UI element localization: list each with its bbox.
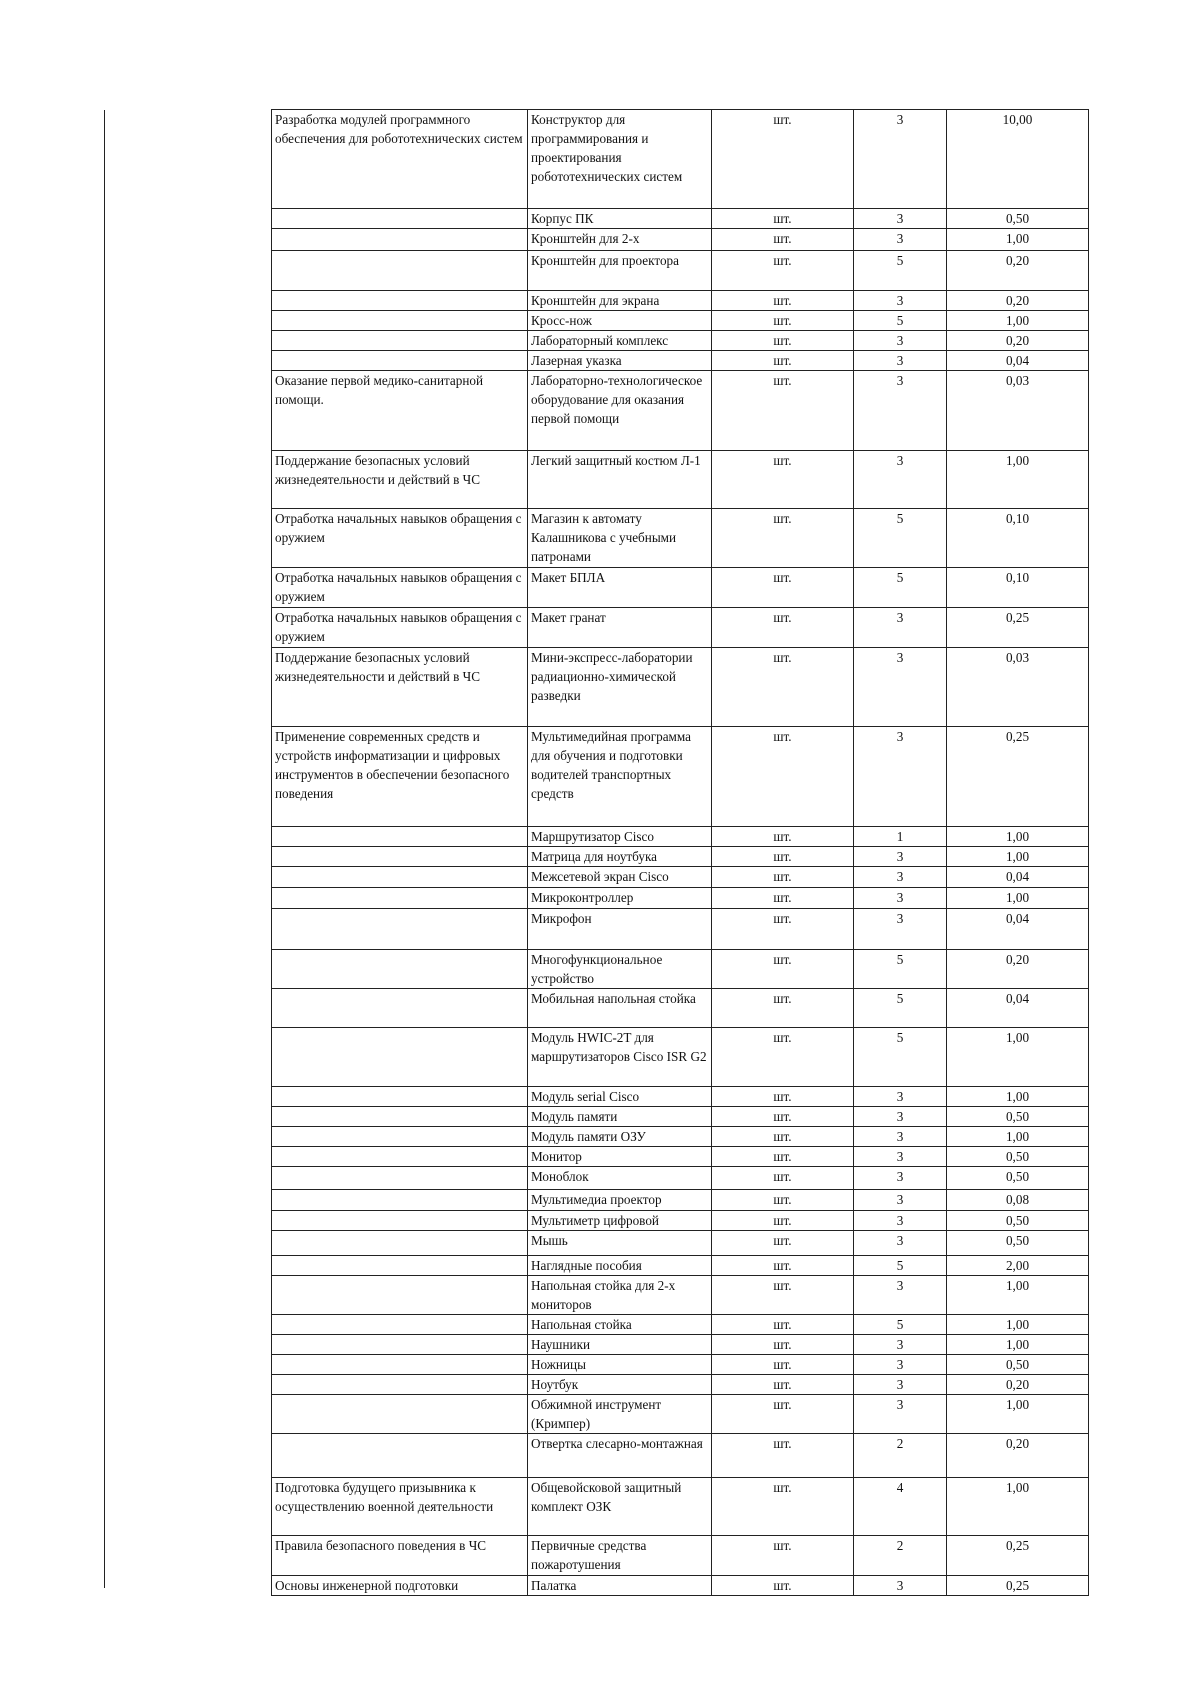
quantity-cell: 3 — [854, 1167, 947, 1190]
value-cell: 1,00 — [947, 1028, 1089, 1087]
unit-cell: шт. — [712, 568, 854, 608]
quantity-cell: 5 — [854, 1028, 947, 1087]
quantity-cell: 3 — [854, 867, 947, 888]
unit-cell: шт. — [712, 509, 854, 568]
table-row — [272, 209, 1089, 229]
unit-cell: шт. — [712, 1256, 854, 1276]
item-name-cell: Мультиметр цифровой — [528, 1211, 712, 1231]
item-name-cell: Модуль памяти ОЗУ — [528, 1127, 712, 1147]
section-cell — [272, 827, 528, 847]
unit-cell: шт. — [712, 867, 854, 888]
item-name-cell: Мультимедиа проектор — [528, 1190, 712, 1211]
unit-cell: шт. — [712, 251, 854, 291]
item-name-cell: Магазин к автомату Калашникова с учебными патронами — [528, 509, 712, 568]
table-row — [272, 311, 1089, 331]
section-cell: Поддержание безопасных условий жизнедеятельности и действий в ЧС — [272, 648, 528, 727]
table-row — [272, 110, 1089, 209]
table-row — [272, 1127, 1089, 1147]
quantity-cell: 4 — [854, 1478, 947, 1536]
unit-cell: шт. — [712, 1576, 854, 1596]
quantity-cell: 3 — [854, 1395, 947, 1434]
item-name-cell: Напольная стойка для 2-х мониторов — [528, 1276, 712, 1315]
item-name-cell: Мини-экспресс-лаборатории радиационно-химической разведки — [528, 648, 712, 727]
item-name-cell: Межсетевой экран Cisco — [528, 867, 712, 888]
unit-cell: шт. — [712, 648, 854, 727]
section-cell — [272, 1375, 528, 1395]
table-row — [272, 1315, 1089, 1335]
quantity-cell: 3 — [854, 727, 947, 827]
section-cell — [272, 1434, 528, 1478]
item-name-cell: Мышь — [528, 1231, 712, 1256]
value-cell: 1,00 — [947, 311, 1089, 331]
quantity-cell: 3 — [854, 1087, 947, 1107]
unit-cell: шт. — [712, 827, 854, 847]
quantity-cell: 3 — [854, 1147, 947, 1167]
value-cell: 0,04 — [947, 989, 1089, 1028]
quantity-cell: 5 — [854, 509, 947, 568]
unit-cell: шт. — [712, 1087, 854, 1107]
quantity-cell: 3 — [854, 351, 947, 371]
quantity-cell: 3 — [854, 1276, 947, 1315]
table-row — [272, 1395, 1089, 1434]
section-cell — [272, 909, 528, 950]
unit-cell: шт. — [712, 351, 854, 371]
unit-cell: шт. — [712, 1167, 854, 1190]
unit-cell: шт. — [712, 1335, 854, 1355]
unit-cell: шт. — [712, 209, 854, 229]
value-cell: 1,00 — [947, 1127, 1089, 1147]
unit-cell: шт. — [712, 727, 854, 827]
quantity-cell: 5 — [854, 1315, 947, 1335]
value-cell: 1,00 — [947, 827, 1089, 847]
quantity-cell: 5 — [854, 1256, 947, 1276]
item-name-cell: Легкий защитный костюм Л-1 — [528, 451, 712, 509]
table-row — [272, 1107, 1089, 1127]
unit-cell: шт. — [712, 989, 854, 1028]
section-cell — [272, 1167, 528, 1190]
unit-cell: шт. — [712, 888, 854, 909]
table-row — [272, 371, 1089, 451]
quantity-cell: 3 — [854, 909, 947, 950]
section-cell — [272, 1107, 528, 1127]
section-cell — [272, 867, 528, 888]
item-name-cell: Многофункциональное устройство — [528, 950, 712, 989]
unit-cell: шт. — [712, 311, 854, 331]
quantity-cell: 3 — [854, 451, 947, 509]
item-name-cell: Отвертка слесарно-монтажная — [528, 1434, 712, 1478]
table-row — [272, 847, 1089, 867]
value-cell: 0,04 — [947, 351, 1089, 371]
unit-cell: шт. — [712, 331, 854, 351]
table-row — [272, 648, 1089, 727]
item-name-cell: Маршрутизатор Cisco — [528, 827, 712, 847]
table-row — [272, 351, 1089, 371]
table-row — [272, 1256, 1089, 1276]
unit-cell: шт. — [712, 1147, 854, 1167]
item-name-cell: Кронштейн для экрана — [528, 291, 712, 311]
value-cell: 1,00 — [947, 1087, 1089, 1107]
section-cell: Применение современных средств и устройств информатизации и цифровых инструментов в обеспечении безопасного поведения — [272, 727, 528, 827]
section-cell: Отработка начальных навыков обращения с оружием — [272, 608, 528, 648]
section-cell — [272, 229, 528, 251]
table-row — [272, 1576, 1089, 1596]
item-name-cell: Мультимедийная программа для обучения и подготовки водителей транспортных средств — [528, 727, 712, 827]
item-name-cell: Наушники — [528, 1335, 712, 1355]
item-name-cell: Палатка — [528, 1576, 712, 1596]
unit-cell: шт. — [712, 1434, 854, 1478]
unit-cell: шт. — [712, 1276, 854, 1315]
value-cell: 1,00 — [947, 1395, 1089, 1434]
quantity-cell: 2 — [854, 1536, 947, 1576]
table-row — [272, 568, 1089, 608]
table-row — [272, 509, 1089, 568]
item-name-cell: Макет гранат — [528, 608, 712, 648]
quantity-cell: 3 — [854, 648, 947, 727]
item-name-cell: Лазерная указка — [528, 351, 712, 371]
section-cell: Разработка модулей программного обеспечения для робототехнических систем — [272, 110, 528, 209]
quantity-cell: 3 — [854, 847, 947, 867]
section-cell — [272, 950, 528, 989]
table-row — [272, 1167, 1089, 1190]
table-row — [272, 608, 1089, 648]
unit-cell: шт. — [712, 291, 854, 311]
quantity-cell: 5 — [854, 989, 947, 1028]
value-cell: 0,20 — [947, 331, 1089, 351]
value-cell: 0,20 — [947, 950, 1089, 989]
table-row — [272, 451, 1089, 509]
table-row — [272, 1355, 1089, 1375]
unit-cell: шт. — [712, 847, 854, 867]
quantity-cell: 3 — [854, 608, 947, 648]
section-cell: Основы инженерной подготовки — [272, 1576, 528, 1596]
quantity-cell: 3 — [854, 1576, 947, 1596]
table-row — [272, 888, 1089, 909]
value-cell: 0,50 — [947, 1355, 1089, 1375]
quantity-cell: 3 — [854, 1231, 947, 1256]
section-cell: Отработка начальных навыков обращения с оружием — [272, 568, 528, 608]
section-cell — [272, 1395, 528, 1434]
section-cell: Оказание первой медико-санитарной помощи. — [272, 371, 528, 451]
unit-cell: шт. — [712, 1231, 854, 1256]
item-name-cell: Лабораторный комплекс — [528, 331, 712, 351]
value-cell: 10,00 — [947, 110, 1089, 209]
unit-cell: шт. — [712, 1478, 854, 1536]
value-cell: 0,08 — [947, 1190, 1089, 1211]
quantity-cell: 5 — [854, 251, 947, 291]
section-cell — [272, 1276, 528, 1315]
item-name-cell: Микроконтроллер — [528, 888, 712, 909]
value-cell: 0,10 — [947, 568, 1089, 608]
section-cell: Отработка начальных навыков обращения с оружием — [272, 509, 528, 568]
quantity-cell: 3 — [854, 1211, 947, 1231]
value-cell: 0,25 — [947, 1576, 1089, 1596]
table-row — [272, 229, 1089, 251]
item-name-cell: Лабораторно-технологическое оборудование для оказания первой помощи — [528, 371, 712, 451]
section-cell — [272, 1335, 528, 1355]
quantity-cell: 3 — [854, 331, 947, 351]
section-cell — [272, 251, 528, 291]
item-name-cell: Модуль HWIC-2T для маршрутизаторов Cisco ISR G2 — [528, 1028, 712, 1087]
value-cell: 1,00 — [947, 888, 1089, 909]
unit-cell: шт. — [712, 1211, 854, 1231]
section-cell — [272, 331, 528, 351]
value-cell: 0,04 — [947, 909, 1089, 950]
quantity-cell: 3 — [854, 888, 947, 909]
table-row — [272, 1028, 1089, 1087]
section-cell — [272, 1211, 528, 1231]
quantity-cell: 3 — [854, 1190, 947, 1211]
table-row — [272, 1335, 1089, 1355]
item-name-cell: Макет БПЛА — [528, 568, 712, 608]
section-cell: Поддержание безопасных условий жизнедеятельности и действий в ЧС — [272, 451, 528, 509]
section-cell: Подготовка будущего призывника к осуществлению военной деятельности — [272, 1478, 528, 1536]
item-name-cell: Общевойсковой защитный комплект ОЗК — [528, 1478, 712, 1536]
section-cell — [272, 209, 528, 229]
table-row — [272, 1211, 1089, 1231]
table-row — [272, 989, 1089, 1028]
section-cell — [272, 1231, 528, 1256]
value-cell: 1,00 — [947, 229, 1089, 251]
table-row — [272, 331, 1089, 351]
unit-cell: шт. — [712, 950, 854, 989]
value-cell: 0,20 — [947, 1434, 1089, 1478]
quantity-cell: 3 — [854, 209, 947, 229]
item-name-cell: Кросс-нож — [528, 311, 712, 331]
value-cell: 0,25 — [947, 1536, 1089, 1576]
table-row — [272, 1087, 1089, 1107]
equipment-table — [271, 109, 1089, 1596]
unit-cell: шт. — [712, 909, 854, 950]
item-name-cell: Первичные средства пожаротушения — [528, 1536, 712, 1576]
unit-cell: шт. — [712, 1190, 854, 1211]
quantity-cell: 5 — [854, 568, 947, 608]
item-name-cell: Мобильная напольная стойка — [528, 989, 712, 1028]
value-cell: 0,50 — [947, 1167, 1089, 1190]
value-cell: 0,10 — [947, 509, 1089, 568]
table-row — [272, 950, 1089, 989]
table-row — [272, 291, 1089, 311]
section-cell — [272, 1087, 528, 1107]
quantity-cell: 3 — [854, 1127, 947, 1147]
item-name-cell: Микрофон — [528, 909, 712, 950]
section-cell — [272, 1127, 528, 1147]
unit-cell: шт. — [712, 1375, 854, 1395]
value-cell: 0,20 — [947, 1375, 1089, 1395]
page-margin-line — [104, 110, 105, 1588]
value-cell: 1,00 — [947, 1315, 1089, 1335]
value-cell: 0,20 — [947, 251, 1089, 291]
item-name-cell: Напольная стойка — [528, 1315, 712, 1335]
section-cell — [272, 1190, 528, 1211]
section-cell — [272, 351, 528, 371]
unit-cell: шт. — [712, 229, 854, 251]
quantity-cell: 3 — [854, 1355, 947, 1375]
unit-cell: шт. — [712, 1395, 854, 1434]
quantity-cell: 5 — [854, 311, 947, 331]
item-name-cell: Конструктор для программирования и проектирования робототехнических систем — [528, 110, 712, 209]
item-name-cell: Корпус ПК — [528, 209, 712, 229]
unit-cell: шт. — [712, 1315, 854, 1335]
item-name-cell: Матрица для ноутбука — [528, 847, 712, 867]
value-cell: 0,03 — [947, 371, 1089, 451]
unit-cell: шт. — [712, 451, 854, 509]
table-row — [272, 909, 1089, 950]
item-name-cell: Монитор — [528, 1147, 712, 1167]
item-name-cell: Наглядные пособия — [528, 1256, 712, 1276]
item-name-cell: Ноутбук — [528, 1375, 712, 1395]
value-cell: 0,50 — [947, 1211, 1089, 1231]
section-cell — [272, 1147, 528, 1167]
table-row — [272, 1231, 1089, 1256]
table-row — [272, 727, 1089, 827]
table-row — [272, 1434, 1089, 1478]
item-name-cell: Ножницы — [528, 1355, 712, 1375]
table-row — [272, 251, 1089, 291]
item-name-cell: Обжимной инструмент (Кримпер) — [528, 1395, 712, 1434]
quantity-cell: 3 — [854, 371, 947, 451]
value-cell: 0,50 — [947, 1147, 1089, 1167]
table-row — [272, 1276, 1089, 1315]
quantity-cell: 1 — [854, 827, 947, 847]
section-cell — [272, 1355, 528, 1375]
table-row — [272, 1375, 1089, 1395]
item-name-cell: Модуль памяти — [528, 1107, 712, 1127]
quantity-cell: 3 — [854, 229, 947, 251]
table-row — [272, 867, 1089, 888]
table-row — [272, 1147, 1089, 1167]
table-row — [272, 1478, 1089, 1536]
quantity-cell: 5 — [854, 950, 947, 989]
quantity-cell: 3 — [854, 1107, 947, 1127]
value-cell: 0,04 — [947, 867, 1089, 888]
section-cell — [272, 311, 528, 331]
table-row — [272, 827, 1089, 847]
section-cell — [272, 1028, 528, 1087]
unit-cell: шт. — [712, 1107, 854, 1127]
item-name-cell: Моноблок — [528, 1167, 712, 1190]
item-name-cell: Модуль serial Cisco — [528, 1087, 712, 1107]
value-cell: 0,50 — [947, 1231, 1089, 1256]
quantity-cell: 3 — [854, 291, 947, 311]
unit-cell: шт. — [712, 1536, 854, 1576]
section-cell — [272, 888, 528, 909]
unit-cell: шт. — [712, 608, 854, 648]
quantity-cell: 3 — [854, 1375, 947, 1395]
item-name-cell: Кронштейн для 2-х — [528, 229, 712, 251]
quantity-cell: 3 — [854, 110, 947, 209]
item-name-cell: Кронштейн для проектора — [528, 251, 712, 291]
value-cell: 0,25 — [947, 608, 1089, 648]
unit-cell: шт. — [712, 1028, 854, 1087]
table-row — [272, 1536, 1089, 1576]
value-cell: 1,00 — [947, 847, 1089, 867]
quantity-cell: 2 — [854, 1434, 947, 1478]
value-cell: 2,00 — [947, 1256, 1089, 1276]
unit-cell: шт. — [712, 1127, 854, 1147]
section-cell — [272, 1315, 528, 1335]
section-cell: Правила безопасного поведения в ЧС — [272, 1536, 528, 1576]
unit-cell: шт. — [712, 1355, 854, 1375]
table-row — [272, 1190, 1089, 1211]
unit-cell: шт. — [712, 371, 854, 451]
unit-cell: шт. — [712, 110, 854, 209]
value-cell: 0,20 — [947, 291, 1089, 311]
value-cell: 1,00 — [947, 1335, 1089, 1355]
section-cell — [272, 847, 528, 867]
section-cell — [272, 1256, 528, 1276]
value-cell: 0,03 — [947, 648, 1089, 727]
section-cell — [272, 291, 528, 311]
value-cell: 0,25 — [947, 727, 1089, 827]
value-cell: 1,00 — [947, 1478, 1089, 1536]
value-cell: 1,00 — [947, 451, 1089, 509]
quantity-cell: 3 — [854, 1335, 947, 1355]
section-cell — [272, 989, 528, 1028]
value-cell: 0,50 — [947, 209, 1089, 229]
value-cell: 0,50 — [947, 1107, 1089, 1127]
value-cell: 1,00 — [947, 1276, 1089, 1315]
